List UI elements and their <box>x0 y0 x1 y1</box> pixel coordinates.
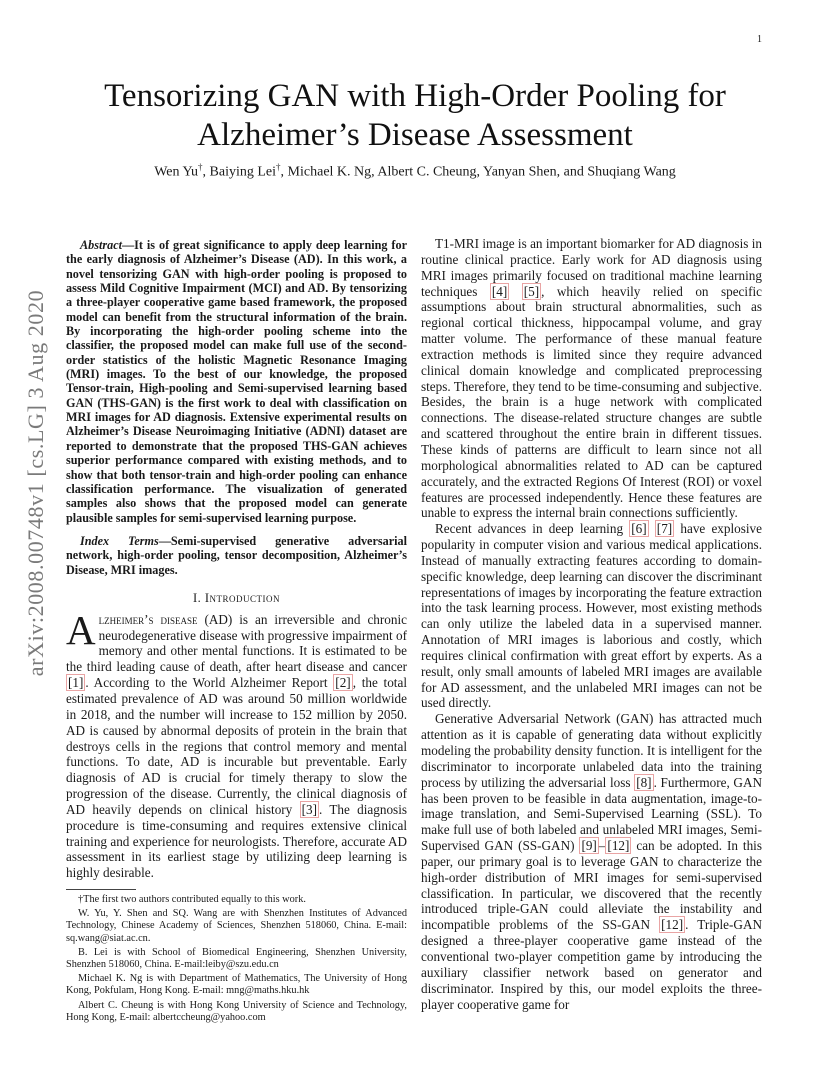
citation-link[interactable]: [3] <box>301 801 317 817</box>
citation-link[interactable]: [5] <box>523 283 540 299</box>
abstract-label: Abstract <box>80 238 122 252</box>
body-paragraph <box>421 711 762 1012</box>
title-line-2: Alzheimer’s Disease Assessment <box>197 117 633 153</box>
authors-rest: , Michael K. Ng, Albert C. Cheung, Yanyan Shen, and Shuqiang Wang <box>280 164 676 180</box>
dagger-mark-1: † <box>198 162 203 172</box>
intro-text-b: . According to the World Alzheimer Report <box>85 675 334 691</box>
body-paragraph <box>421 521 762 711</box>
para3-text-d: . Triple-GAN designed a three-player cooperative game instead of the conventional two-player competition game by introducing the auxiliary classifier network based on generator and discriminator. Inspired by this, our model exploits the three-player cooperative game for <box>421 917 762 1012</box>
intro-text-c: , the total estimated prevalence of AD was around 50 million worldwide in 2018, and the number will increase to 152 million by 2050. AD is caused by abnormal deposits of protein in the brain that destroys cells in the regions that control memory and mental functions. To date, AD is incurable but preventable. Early diagnosis of AD is crucial for timely therapy to slow the progression of the disease. Currently, the clinical diagnosis of AD heavily depends on clinical history <box>66 675 407 817</box>
para2-text-b: have explosive popularity in computer vision and various medical applications. Instead of manually extracting features according to domain-specific knowledge, deep learning can discover the discriminant representations of images by incorporating the feature extraction into the task learning process. However, most existing methods can only utilize the labeled data in a supervised manner. Annotation of MRI images is laborious and costly, which requires clinical confirmation with great effort by experts. As a result, only small amounts of labeled MRI images are available for AD assessment, and the unlabeled MRI images can not be used directly. <box>421 521 762 711</box>
para3-text-c: can be adopted. In this paper, our primary goal is to leverage GAN to characterize the high-order distribution of MRI images for semi-supervised classification. In particular, we discovered that the recently introduced triple-GAN could alleviate the instability and incompatible problems of the SS-GAN <box>421 838 762 933</box>
para2-text-a: Recent advances in deep learning <box>435 521 630 537</box>
right-column <box>421 236 762 1012</box>
citation-link[interactable]: [2] <box>335 675 351 691</box>
citation-link[interactable]: [4] <box>491 283 508 299</box>
intro-lead: lzheimer’s disease <box>98 611 198 627</box>
footnote-affiliation: Michael K. Ng is with Department of Mathematics, The University of Hong Kong, Pokfulam, Hong Kong. E-mail: mng@maths.hku.hk <box>66 973 407 997</box>
footnote-affiliation: B. Lei is with School of Biomedical Engineering, Shenzhen University, Shenzhen 518060, China. E-mail:leiby@szu.edu.cn <box>66 946 407 971</box>
para1-text-a: T1-MRI image is an important biomarker for AD diagnosis in routine clinical practice. Early work for AD diagnosis using MRI images primarily focused on traditional machine learning techniques <box>421 236 762 299</box>
drop-cap: A <box>66 606 96 653</box>
citation-link[interactable]: [12] <box>661 917 684 933</box>
footnote-equal-contribution: †The first two authors contributed equally to this work. <box>78 894 306 905</box>
author-list: Wen Yu†, Baiying Lei†, Michael K. Ng, Albert C. Cheung, Yanyan Shen, and Shuqiang Wang <box>154 162 676 180</box>
citation-link[interactable]: [8] <box>636 774 652 790</box>
para3-text-b: . Furthermore, GAN has been proven to be feasible in data augmentation, image-to-image translation, and Semi-Supervised Learning (SSL). To make full use of both labeled and unlabeled MRI images, Semi-Supervised GAN (SS-GAN) <box>421 774 762 854</box>
left-column <box>66 238 407 881</box>
abstract <box>66 238 407 525</box>
citation-link[interactable]: [6] <box>631 521 647 537</box>
author-2: Baiying Lei <box>209 164 277 180</box>
citation-link[interactable]: [12] <box>607 838 630 854</box>
citation-link[interactable]: [7] <box>656 521 673 537</box>
section-heading <box>66 591 407 607</box>
index-terms-text: —Semi-supervised generative adversarial network, high-order pooling, tensor decomposition, Alzheimer’s Disease, MRI images. <box>66 533 407 577</box>
para1-text-b: , which heavily relied on specific assumptions about brain structural abnormalities, such as regional cortical thickness, hippocampal volume, and gray matter volume. The performance of these manual feature extraction methods is limited since they require advanced clinical domain knowledge and complicated preprocessing steps. Therefore, they tend to be time-consuming and subjective. Besides, the brain is a huge network with complicated connections. The disease-related structure changes are subtle and scattered throughout the entire brain in different tissues. These kinds of patterns are difficult to learn since not all morphological abnormalities related to AD can be captured accurately, and the extracted Regions Of Interest (ROI) or voxel features are processed independently. Hence these features are unable to express the internal brain connections sufficiently. <box>421 283 762 521</box>
citation-link[interactable]: [1] <box>68 675 84 691</box>
arxiv-stamp: arXiv:2008.00748v1 [cs.LG] 3 Aug 2020 <box>23 289 48 677</box>
para3-text-a: Generative Adversarial Network (GAN) has attracted much attention as it is capable of generating data without explicitly modeling the probability density function. It is intelligent for the discriminator to incorporate unlabeled data into the training process by utilizing the adversarial loss <box>421 711 762 790</box>
section-title: Introduction <box>204 590 281 605</box>
abstract-text: —It is of great significance to apply deep learning for the early diagnosis of Alzheimer’s Disease (AD). In this work, a novel tensorizing GAN with high-order pooling is proposed to assess Mild Cognitive Impairment (MCI) and AD. By tensorizing a three-player cooperative game based framework, the proposed model can benefit from the structural information of the brain. By incorporating the high-order pooling scheme into the classifier, the proposed model can make full use of the second-order statistics of the holistic Magnetic Resonance Imaging (MRI) images. To the best of our knowledge, the proposed Tensor-train, High-pooling and Semi-supervised learning based GAN (THS-GAN) is the first work to deal with classification on MRI images for AD diagnosis. Extensive experimental results on Alzheimer’s Disease Neuroimaging Initiative (ADNI) dataset are reported to demonstrate that the proposed THS-GAN achieves superior performance compared with existing methods, and to show that both tensor-train and high-order pooling can enhance classification performance. The visualization of generated samples also shows that the proposed model can generate plausible samples for semi-supervised learning purpose. <box>66 238 407 525</box>
author-1: Wen Yu <box>154 164 199 180</box>
page-number: 1 <box>757 34 762 45</box>
paper-title <box>60 77 770 155</box>
dagger-mark-2: † <box>276 162 281 172</box>
citation-link[interactable]: [9] <box>581 838 597 854</box>
intro-text-d: . The diagnosis procedure is time-consuming and requires extensive clinical training and experience for neurologists. Therefore, accurate AD assessment in its earliest stage by utilizing deep learning is highly desirable. <box>66 801 407 881</box>
footnotes <box>66 889 407 1026</box>
range-dash: – <box>598 838 606 854</box>
index-terms <box>66 534 407 577</box>
title-line-1: Tensorizing GAN with High-Order Pooling for <box>104 78 726 114</box>
intro-text-a: (AD) is an irreversible and chronic neurodegenerative disease with progressive impairment of memory and other mental functions. It is estimated to be the third leading cause of death, after heart disease and cancer <box>66 611 407 675</box>
section-number: I. <box>192 590 205 605</box>
footnote-rule <box>66 889 136 890</box>
footnote-affiliation: Albert C. Cheung is with Hong Kong University of Science and Technology, Hong Kong, E-mail: albertccheung@yahoo.com <box>66 999 407 1023</box>
index-terms-label: Index Terms <box>80 533 159 548</box>
body-paragraph <box>421 236 762 521</box>
footnote-affiliation: W. Yu, Y. Shen and SQ. Wang are with Shenzhen Institutes of Advanced Technology, Chinese Academy of Sciences, Shenzhen 518060, China. E-mail: sq.wang@siat.ac.cn. <box>66 908 407 944</box>
intro-paragraph <box>66 606 407 881</box>
